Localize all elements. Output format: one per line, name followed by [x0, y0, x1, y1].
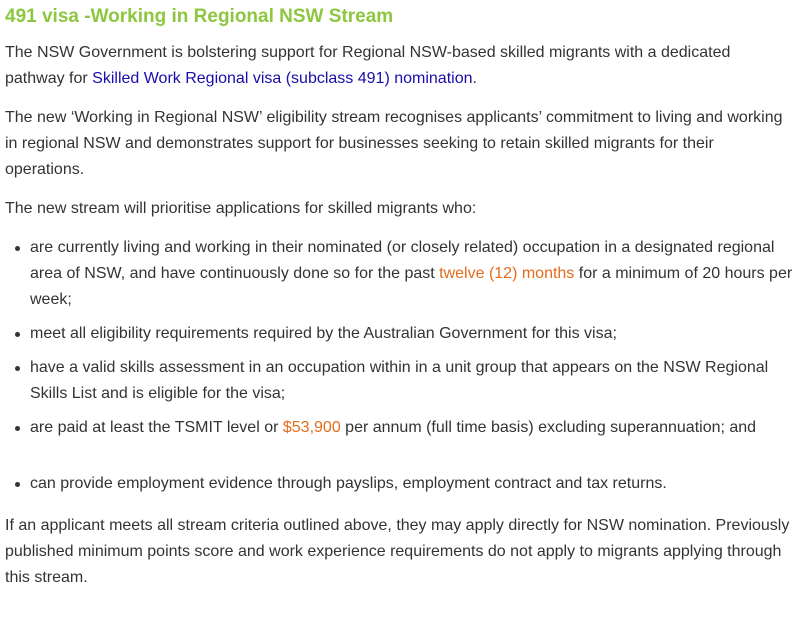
list-item-living-working	[30, 235, 794, 313]
list-item-skills-assessment: have a valid skills assessment in an occupation within in a unit group that appears on the NSW Regional Skills List and is eligible for the visa;	[30, 355, 794, 407]
closing-paragraph: If an applicant meets all stream criteria outlined above, they may apply directly for NSW nomination. Previously published minimum points score and work experience requirements do not apply to migrants applying through this stream.	[5, 517, 790, 586]
stream-description-paragraph: The new ‘Working in Regional NSW’ eligibility stream recognises applicants’ commitment to living and working in regional NSW and demonstrates support for businesses seeking to retain skilled migrants for their operations.	[5, 109, 783, 178]
list-item-salary	[30, 415, 794, 441]
page-title: 491 visa -Working in Regional NSW Stream	[5, 6, 394, 27]
list-item-eligibility: meet all eligibility requirements required by the Australian Government for this visa;	[30, 321, 794, 347]
duration-highlight: twelve (12) months	[439, 265, 575, 282]
list-item-text: are currently living and working in their nominated (or closely related) occupation in a designated regional area of NSW, and have continuously done so for the past	[30, 239, 775, 282]
list-item-text: for a minimum of 20 hours per week;	[30, 265, 793, 308]
subclass-491-nomination-link[interactable]: Skilled Work Regional visa (subclass 491) nomination	[92, 70, 473, 87]
list-item-text: per annum (full time basis) excluding superannuation; and	[340, 419, 757, 436]
intro-text: The NSW Government is bolstering support for Regional NSW-based skilled migrants with a dedicated pathway for	[5, 44, 731, 87]
criteria-lead-paragraph: The new stream will prioritise applications for skilled migrants who:	[5, 200, 477, 217]
intro-paragraph	[5, 40, 794, 92]
intro-end: .	[472, 70, 477, 87]
criteria-list	[5, 235, 794, 497]
salary-highlight: $53,900	[282, 419, 341, 436]
list-item-text: are paid at least the TSMIT level or	[30, 419, 283, 436]
list-item-employment-evidence: can provide employment evidence through payslips, employment contract and tax returns.	[30, 471, 794, 497]
